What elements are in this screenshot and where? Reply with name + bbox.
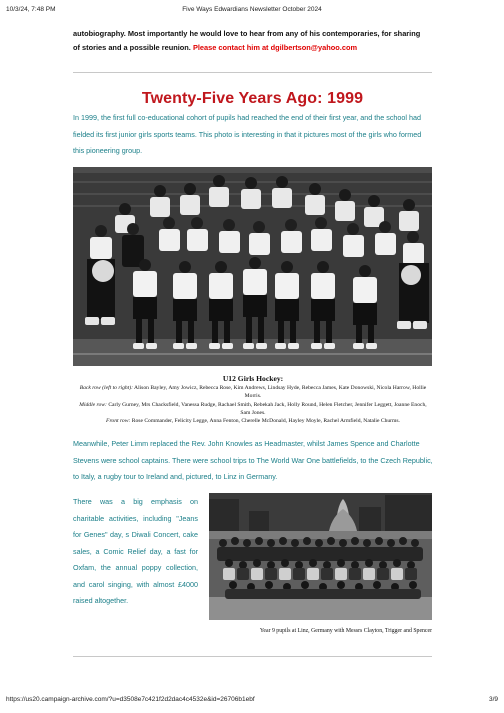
- hockey-photo-caption: [76, 374, 430, 425]
- contact-email-link[interactable]: Please contact him at dgilbertson@yahoo.com: [192, 43, 358, 52]
- caption-front-row: [76, 417, 430, 425]
- paragraph-headmaster: Meanwhile, Peter Limm replaced the Rev. John Knowles as Headmaster, whilst James Spence and Charlotte Stevens were school captains. There were school trips to The World War One battlefields, to the Czech Republic, to Italy, a rugby tour to Ireland and, pictured, to Linz in Germany.: [73, 439, 433, 481]
- page-number: 3/9: [488, 696, 498, 703]
- print-title: Five Ways Edwardians Newsletter October 2024: [182, 6, 322, 13]
- middle-row-label: Middle row:: [79, 401, 107, 408]
- middle-row-names: Carly Gurney, Mrs Chacksfield, Vanessa Rudge, Rachael Smith, Rebekah Jack, Holly Round, Helen Fletcher, Jennifer Leggett, Joanne Enoch, Sam Jones.: [108, 401, 427, 416]
- caption-title: U12 Girls Hockey:: [222, 374, 284, 383]
- section-heading: Twenty-Five Years Ago: 1999: [141, 90, 364, 107]
- linz-trip-photo: [209, 493, 432, 620]
- divider-top: [73, 72, 432, 73]
- print-url: https://us20.campaign-archive.com/?u=d3508e7c421f2d2dac4c4532e&id=26706b1ebf: [6, 696, 255, 703]
- hockey-team-photo: [73, 167, 432, 366]
- caption-middle-row: [76, 401, 430, 418]
- linz-photo-caption: Year 9 pupils at Linz, Germany with Messrs Clayton, Trigger and Spencer: [259, 628, 432, 634]
- print-datetime: 10/3/24, 7:48 PM: [6, 6, 56, 13]
- divider-bottom: [73, 656, 432, 657]
- back-row-label: Back row (left to right):: [79, 385, 133, 391]
- paragraph-charity: There was a big emphasis on charitable activities, including "Jeans for Genes" day, s Diwali Concert, cake sales, a Comic Relief day, a fast for Oxfam, the annual poppy collection, and carol singing, with almost £4000 raised altogether.: [73, 497, 198, 605]
- caption-back-row: [76, 384, 430, 401]
- intro-text: [73, 27, 436, 55]
- front-row-names: Rose Commander, Felicity Legge, Anna Fenton, Cherelle McDonald, Hayley Moyle, Rachel Armfield, Natalie Churms.: [131, 418, 400, 425]
- intro-line-2-lead: of stories and a possible reunion.: [73, 43, 191, 52]
- print-footer: [6, 696, 498, 706]
- paragraph-intro: In 1999, the first full co-educational cohort of pupils had reached the end of their first year, and the school had fielded its first junior girls sports teams. This photo is interesting in that it pictures most of the girls who formed this pioneering group.: [73, 113, 422, 155]
- intro-line-1: autobiography. Most importantly he would love to hear from any of his contemporaries, for sharing: [73, 29, 421, 38]
- print-header: [6, 6, 498, 16]
- back-row-names: Alison Bayley, Amy Jowicz, Rebecca Rose, Kim Andrews, Lindsay Hyde, Rebecca James, Kate Donowski, Nicola Harrow, Hollie Morris.: [134, 385, 427, 400]
- intro-line-2: [73, 41, 436, 55]
- front-row-label: Front row:: [106, 418, 131, 425]
